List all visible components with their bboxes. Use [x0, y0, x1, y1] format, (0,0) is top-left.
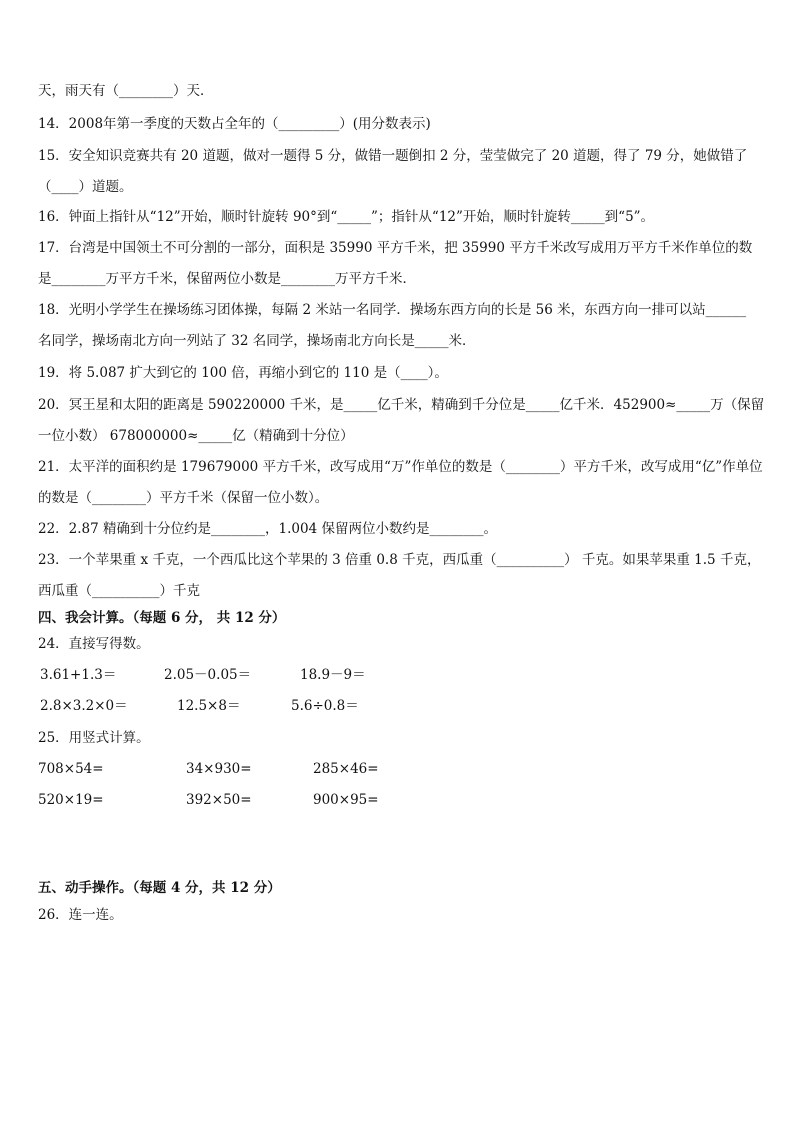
text-line: 天，雨天有（________）天． — [38, 83, 214, 99]
calc-item: 3.61+1.3＝ — [40, 667, 117, 683]
section-heading: 五、动手操作。（每题 4 分，共 12 分） — [38, 880, 281, 896]
calc-item: 285×46= — [313, 761, 379, 777]
question-24-title: 24．直接写得数。 — [38, 636, 150, 652]
calc-item: 34×930= — [186, 761, 252, 777]
section-heading: 四、我会计算。（每题 6 分， 共 12 分） — [38, 610, 286, 626]
calc-item: 5.6÷0.8＝ — [291, 698, 359, 714]
calc-item: 708×54= — [38, 761, 104, 777]
calc-item: 12.5×8＝ — [177, 698, 241, 714]
question-21: 21．太平洋的面积约是 179679000 平方千米，改写成用“万”作单位的数是（________）平方千米，改写成用“亿”作单位 — [38, 459, 763, 475]
question-14: 14．2008年第一季度的天数占全年的（_________）(用分数表示) — [38, 116, 431, 132]
question-15: 15．安全知识竞赛共有 20 道题，做对一题得 5 分，做错一题倒扣 2 分，莹莹做完了 20 道题，得了 79 分，她做错了 — [38, 148, 748, 164]
text-line: 是________万平方千米，保留两位小数是________万平方千米． — [38, 271, 416, 287]
text-line: 的数是（________）平方千米（保留一位小数）。 — [38, 490, 329, 506]
question-18: 18．光明小学学生在操场练习团体操，每隔 2 米站一名同学．操场东西方向的长是 56 米，东西方向一排可以站______ — [38, 302, 747, 318]
calc-item: 2.05－0.05＝ — [164, 667, 252, 683]
question-19: 19．将 5.087 扩大到它的 100 倍，再缩小到它的 110 是（____）。 — [38, 365, 448, 381]
question-17: 17．台湾是中国领土不可分割的一部分，面积是 35990 平方千米，把 35990 平方千米改写成用万平方千米作单位的数 — [38, 240, 753, 256]
text-line: 名同学，操场南北方向一列站了 32 名同学，操场南北方向长是_____米． — [38, 333, 476, 349]
question-16: 16．钟面上指针从“12”开始，顺时针旋转 90°到“_____”；指针从“12”开始，顺时针旋转_____到“5”。 — [38, 209, 655, 225]
question-22: 22．2.87 精确到十分位约是________，1.004 保留两位小数约是________。 — [38, 521, 497, 537]
calc-item: 18.9－9＝ — [300, 667, 366, 683]
text-line: 一位小数） 678000000≈_____亿（精确到十分位） — [38, 428, 354, 444]
calc-item: 2.8×3.2×0＝ — [40, 698, 128, 714]
calc-item: 392×50= — [186, 792, 252, 808]
text-line: （____）道题。 — [38, 179, 133, 195]
question-26-title: 26．连一连。 — [38, 907, 123, 923]
question-25-title: 25．用竖式计算。 — [38, 730, 150, 746]
question-23: 23．一个苹果重 x 千克，一个西瓜比这个苹果的 3 倍重 0.8 千克，西瓜重（__________） 千克。如果苹果重 1.5 千克， — [38, 552, 761, 568]
question-20: 20．冥王星和太阳的距离是 5902200​00 千米，是_____亿千米，精确到千分位是_____亿千米．452900≈_____万（保留 — [38, 397, 765, 413]
text-line: 西瓜重（__________）千克 — [38, 583, 200, 599]
calc-item: 520×19= — [38, 792, 104, 808]
calc-item: 900×95= — [313, 792, 379, 808]
